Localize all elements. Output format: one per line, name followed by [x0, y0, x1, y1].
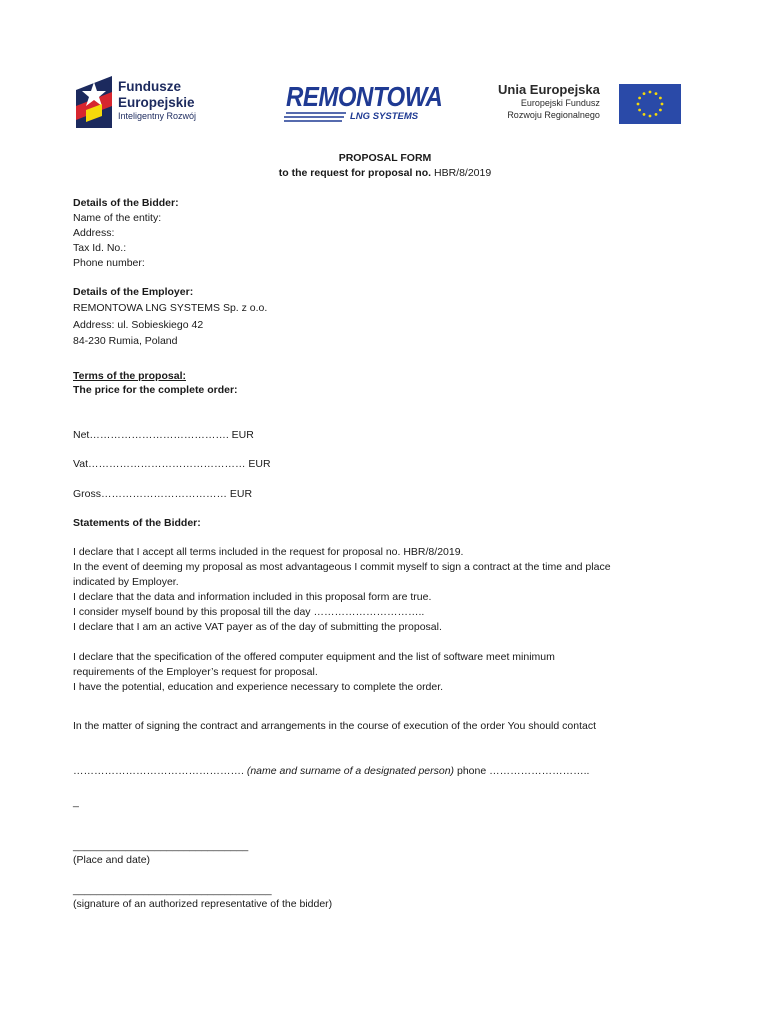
fundusze-europejskie-logo	[76, 74, 206, 132]
form-subtitle	[0, 166, 770, 180]
fe-logo-line2: Europejskie	[118, 94, 195, 110]
remontowa-logo	[284, 81, 443, 126]
statement-line: I declare that I accept all terms included in the request for proposal no. HBR/8/2019.	[73, 546, 464, 558]
eu-logo-line1: Unia Europejska	[498, 82, 600, 97]
eu-logo-line2: Europejski Fundusz	[520, 98, 600, 108]
statement-line: In the event of deeming my proposal as most advantageous I commit myself to sign a contract at the time and place	[73, 561, 611, 573]
contact-phone-field: phone ………………………..	[456, 765, 590, 777]
contact-person-dots: ………………………………………….	[73, 765, 244, 777]
employer-name: REMONTOWA LNG SYSTEMS Sp. z o.o.	[73, 302, 268, 314]
form-reference-number: HBR/8/2019	[433, 167, 492, 179]
bidder-name-label: Name of the entity:	[73, 212, 162, 224]
remontowa-logo-subtitle: LNG SYSTEMS	[350, 111, 419, 122]
statement-line: I declare that the specification of the offered computer equipment and the list of software meet minimum	[73, 651, 555, 663]
price-net-field: Net…………………………………. EUR	[73, 429, 254, 441]
remontowa-logo-title: REMONTOWA	[286, 81, 443, 113]
employer-city: 84-230 Rumia, Poland	[73, 335, 178, 347]
signature-label: (signature of an authorized representative of the bidder)	[73, 898, 333, 910]
dash-mark: _	[73, 796, 79, 808]
price-vat-field: Vat……………………………………… EUR	[73, 458, 271, 470]
signature-line: __________________________________	[73, 884, 272, 896]
contact-person-line	[73, 764, 589, 778]
eu-logo-line3: Rozwoju Regionalnego	[507, 110, 600, 120]
fe-logo-line1: Fundusze	[118, 79, 181, 94]
statements-heading: Statements of the Bidder:	[73, 517, 201, 529]
statement-line: I declare that I am an active VAT payer as of the day of submitting the proposal.	[73, 621, 442, 633]
place-date-line: ______________________________	[73, 840, 249, 852]
remontowa-stripes-icon	[284, 111, 346, 123]
bidder-phone-label: Phone number:	[73, 257, 145, 269]
fe-logo-line3: Inteligentny Rozwój	[118, 111, 197, 121]
statement-line: indicated by Employer.	[73, 576, 179, 588]
form-subtitle-text: to the request for proposal no.	[278, 167, 432, 179]
employer-heading: Details of the Employer:	[73, 286, 194, 298]
statement-line: I have the potential, education and experience necessary to complete the order.	[73, 681, 444, 693]
contact-statement: In the matter of signing the contract and arrangements in the course of execution of the order You should contact	[73, 720, 596, 732]
bidder-heading: Details of the Bidder:	[73, 197, 179, 209]
form-title: PROPOSAL FORM	[338, 152, 432, 164]
unia-europejska-logo	[496, 82, 686, 126]
eu-flag-icon	[619, 84, 681, 124]
contact-person-hint: (name and surname of a designated person)	[246, 765, 455, 777]
statements-block-2	[73, 650, 693, 695]
place-date-label: (Place and date)	[73, 854, 151, 866]
employer-address: Address: ul. Sobieskiego 42	[73, 319, 204, 331]
terms-subheading: The price for the complete order:	[73, 384, 238, 396]
statement-line: requirements of the Employer’s request for proposal.	[73, 666, 318, 678]
price-gross-field: Gross……………………………… EUR	[73, 488, 253, 500]
statements-block-1	[73, 545, 693, 635]
statement-line: I consider myself bound by this proposal till the day …………………………..	[73, 606, 425, 618]
bidder-address-label: Address:	[73, 227, 115, 239]
bidder-tax-label: Tax Id. No.:	[73, 242, 127, 254]
terms-heading: Terms of the proposal:	[73, 370, 186, 382]
statement-line: I declare that the data and information included in this proposal form are true.	[73, 591, 432, 603]
fe-star-icon	[76, 76, 112, 128]
